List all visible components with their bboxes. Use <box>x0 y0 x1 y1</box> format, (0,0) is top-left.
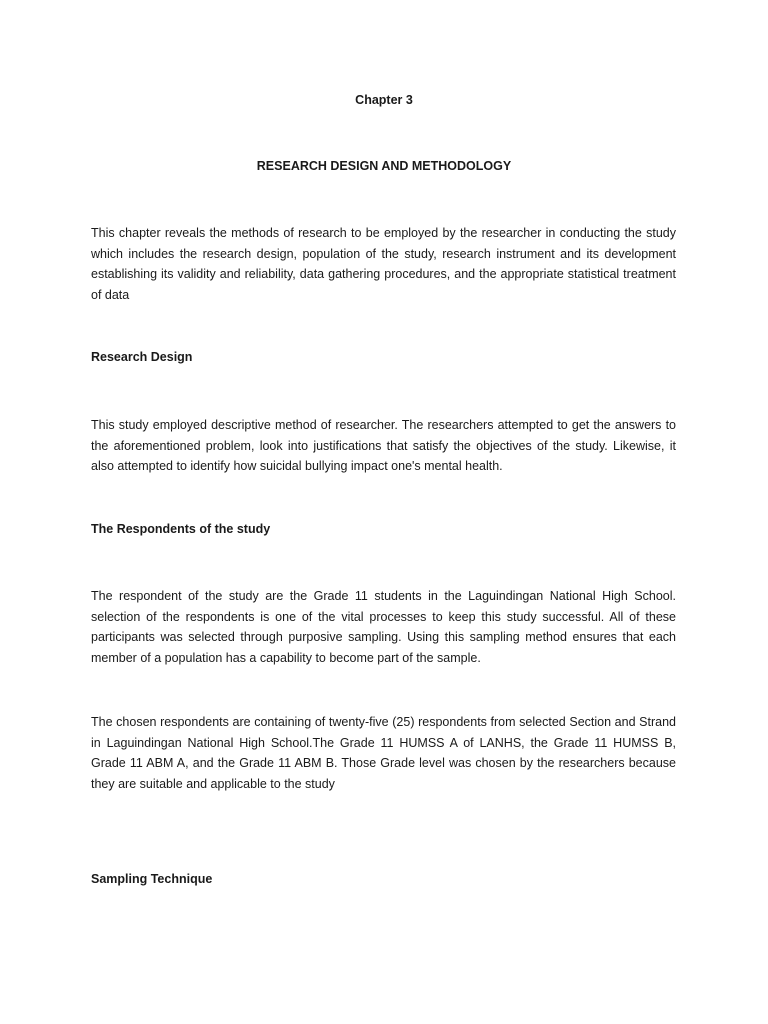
respondents-paragraph-2: The chosen respondents are containing of twenty-five (25) respondents from selected Section and Strand in Laguindingan National High School.The Grade 11 HUMSS A of LANHS, the Grade 11 HUMSS B, Grade 11 ABM A, and the Grade 11 ABM B. Those Grade level was chosen by the researchers because they are suitable and applicable to the study <box>91 715 676 791</box>
section-heading-sampling-technique: Sampling Technique <box>91 872 213 886</box>
research-design-paragraph: This study employed descriptive method of researcher. The researchers attempted to get the answers to the aforementioned problem, look into justifications that satisfy the objectives of the study. Likewise, it also attempted to identify how suicidal bullying impact one's mental health. <box>91 418 676 474</box>
intro-paragraph: This chapter reveals the methods of research to be employed by the researcher in conducting the study which includes the research design, population of the study, research instrument and its development establishing its validity and reliability, data gathering procedures, and the appropriate statistical treatment of data <box>91 226 676 302</box>
section-heading-respondents: The Respondents of the study <box>91 522 271 536</box>
respondents-paragraph-1: The respondent of the study are the Grade 11 students in the Laguindingan National High School. selection of the respondents is one of the vital processes to keep this study successful. All of these participants was selected through purposive sampling. Using this sampling method ensures that each member of a population has a capability to become part of the sample. <box>91 589 676 665</box>
chapter-title: RESEARCH DESIGN AND METHODOLOGY <box>256 159 512 173</box>
section-heading-research-design: Research Design <box>91 350 193 364</box>
chapter-number: Chapter 3 <box>355 93 413 107</box>
